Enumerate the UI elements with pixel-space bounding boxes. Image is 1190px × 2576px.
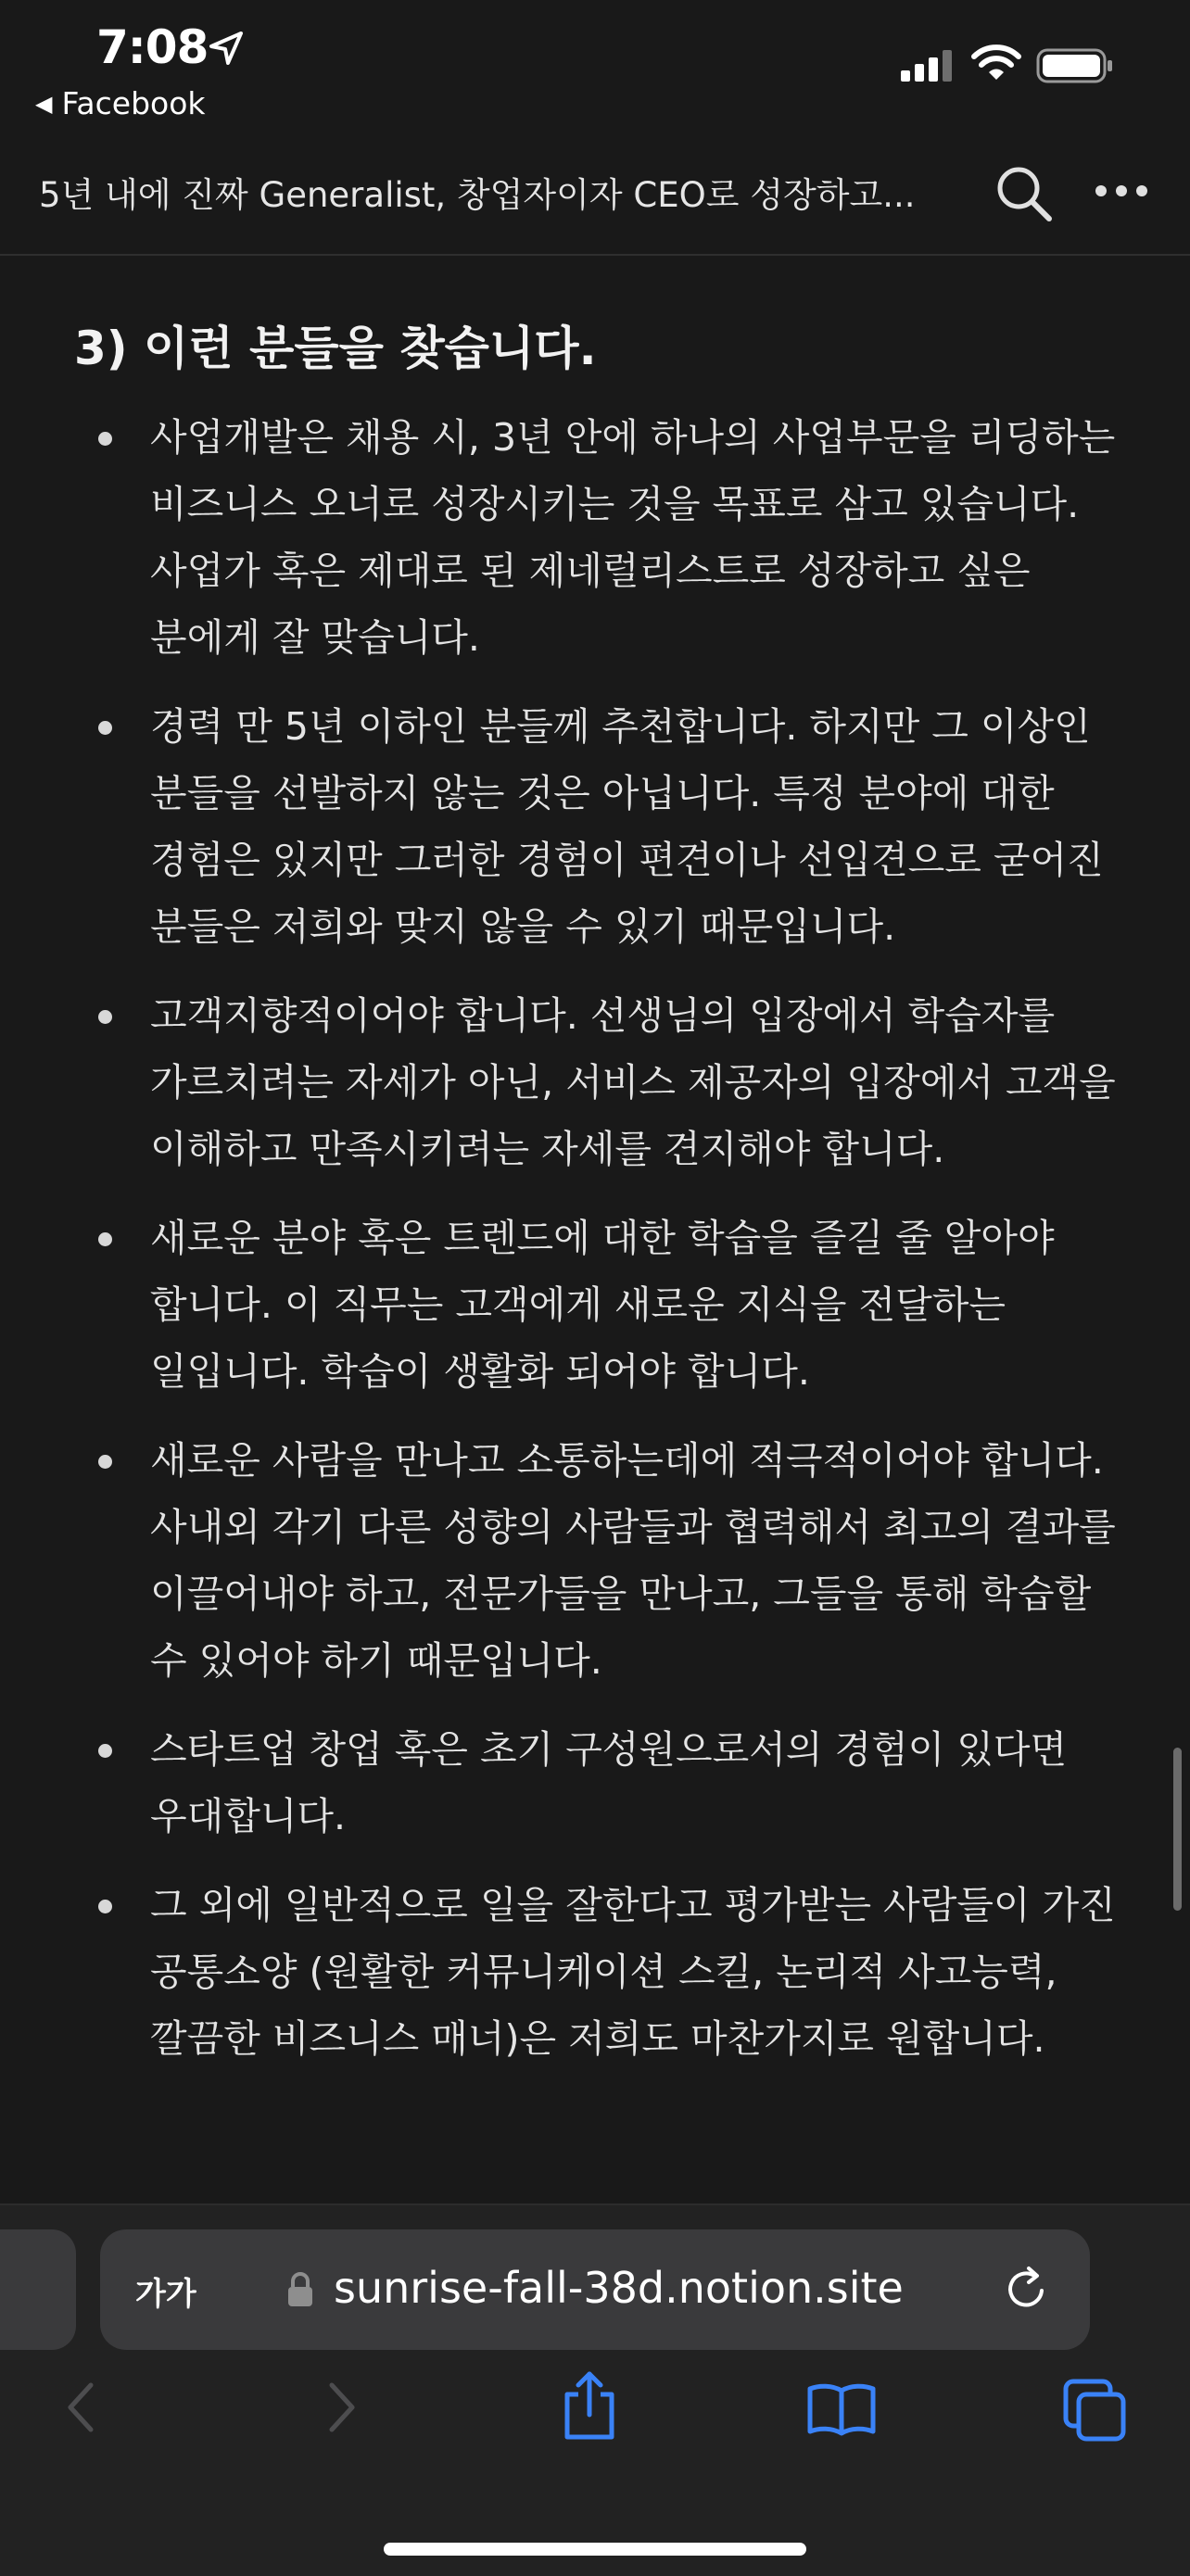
scrollbar[interactable] xyxy=(1173,1748,1182,1911)
page-settings-button[interactable]: 가가 xyxy=(135,2276,196,2313)
list-item-text: 새로운 사람을 만나고 소통하는데에 적극적이어야 합니다. 사내외 각기 다른 성향의 사람들과 협력해서 최고의 결과를 이끌어내야 하고, 전문가들을 만나고, 그들을 통해 학습할 수 있어야 하기 때문입니다. xyxy=(150,1438,1116,1683)
page-title: 5년 내에 진짜 Generalist, 창업자이자 CEO로 성장하고... xyxy=(39,175,916,215)
location-arrow-icon xyxy=(208,30,245,70)
list-item-text: 경력 만 5년 이하인 분들께 추천합니다. 하지만 그 이상인 분들을 선발하지 않는 것은 아닙니다. 특정 분야에 대한 경험은 있지만 그러한 경험이 편견이나 선입견으로 굳어진 분들은 저희와 맞지 않을 수 있기 때문입니다. xyxy=(150,704,1104,949)
list-item xyxy=(0,1716,1190,1850)
battery-icon xyxy=(1036,48,1114,87)
bookmarks-icon[interactable] xyxy=(806,2381,877,2441)
list-item-text: 그 외에 일반적으로 일을 잘한다고 평가받는 사람들이 가진 공통소양 (원활한 커뮤니케이션 스킬, 논리적 사고능력, 깔끔한 비즈니스 매너)은 저희도 마찬가지로 원합니다. xyxy=(150,1883,1116,2061)
list-item-text: 고객지향적이어야 합니다. 선생님의 입장에서 학습자를 가르치려는 자세가 아닌, 서비스 제공자의 입장에서 고객을 이해하고 만족시키려는 자세를 견지해야 합니다. xyxy=(150,993,1116,1171)
url-text[interactable]: sunrise-fall-38d.notion.site xyxy=(334,2263,904,2313)
list-item xyxy=(0,1872,1190,2072)
reload-icon[interactable] xyxy=(1001,2263,1053,2318)
bullet-dot xyxy=(98,1455,112,1469)
bullet-dot xyxy=(98,1232,112,1246)
section-heading: 3) 이런 분들을 찾습니다. xyxy=(74,322,597,375)
bullet-dot xyxy=(98,1744,112,1758)
browser-bottom-bar xyxy=(0,2203,1190,2576)
bullet-dot xyxy=(98,721,112,735)
tabs-icon[interactable] xyxy=(1062,2378,1127,2446)
back-to-app-link[interactable] xyxy=(35,85,206,121)
status-time: 7:08 xyxy=(96,20,209,74)
previous-tab-preview[interactable] xyxy=(0,2229,76,2350)
more-icon[interactable] xyxy=(1094,182,1149,204)
list-item xyxy=(0,1427,1190,1694)
bullet-dot xyxy=(98,432,112,446)
address-bar[interactable] xyxy=(100,2229,1090,2350)
list-item-text: 스타트업 창업 혹은 초기 구성원으로서의 경험이 있다면 우대합니다. xyxy=(150,1727,1068,1838)
cellular-signal-icon xyxy=(901,50,953,85)
list-item xyxy=(0,693,1190,960)
search-icon[interactable] xyxy=(994,163,1055,228)
back-arrow-icon[interactable] xyxy=(59,2378,104,2441)
home-indicator[interactable] xyxy=(384,2543,806,2556)
wifi-icon xyxy=(971,44,1021,85)
list-item xyxy=(0,404,1190,671)
forward-arrow-icon[interactable] xyxy=(319,2378,363,2441)
list-item xyxy=(0,982,1190,1182)
list-item xyxy=(0,1205,1190,1405)
bullet-dot xyxy=(98,1900,112,1913)
page-content xyxy=(0,256,1190,2202)
list-item-text: 사업개발은 채용 시, 3년 안에 하나의 사업부문을 리딩하는 비즈니스 오너로 성장시키는 것을 목표로 삼고 있습니다. 사업가 혹은 제대로 된 제네럴리스트로 성장하고 싶은 분에게 잘 맞습니다. xyxy=(150,415,1116,660)
bullet-dot xyxy=(98,1010,112,1024)
share-icon[interactable] xyxy=(560,2370,619,2444)
status-bar xyxy=(0,0,1190,130)
back-app-label: Facebook xyxy=(61,85,206,121)
list-item-text: 새로운 분야 혹은 트렌드에 대한 학습을 즐길 줄 알아야 합니다. 이 직무는 고객에게 새로운 지식을 전달하는 일입니다. 학습이 생활화 되어야 합니다. xyxy=(150,1216,1055,1394)
lock-icon xyxy=(287,2272,313,2311)
back-triangle-icon: ◀ xyxy=(35,91,53,117)
requirements-list xyxy=(0,404,1190,2094)
page-header xyxy=(0,130,1190,256)
